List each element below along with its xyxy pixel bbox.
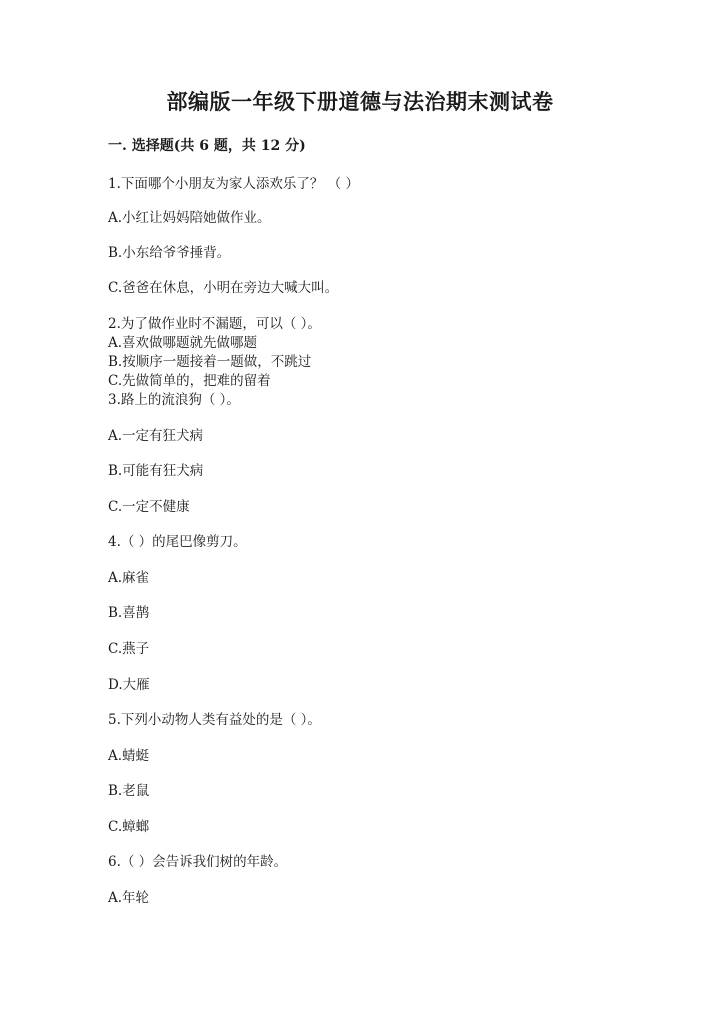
- question-6-stem: 6.（ ）会告诉我们树的年龄。: [108, 854, 288, 870]
- question-6-option-a: A.年轮: [108, 890, 150, 906]
- question-5-option-b: B.老鼠: [108, 783, 150, 799]
- question-1-stem: 1.下面哪个小朋友为家人添欢乐了？ （ ）: [108, 176, 359, 192]
- question-4-option-c: C.燕子: [108, 641, 150, 657]
- question-5-option-c: C.蟑螂: [108, 819, 150, 835]
- question-5-stem: 5.下列小动物人类有益处的是（ ）。: [108, 712, 321, 728]
- question-2-option-c: C.先做简单的，把难的留着: [108, 373, 271, 389]
- section-heading: 一. 选择题(共 6 题，共 12 分): [108, 138, 306, 154]
- question-1-option-b: B.小东给爷爷捶背。: [108, 245, 231, 261]
- question-4-option-d: D.大雁: [108, 677, 150, 693]
- question-2-option-b: B.按顺序一题接着一题做，不跳过: [108, 354, 312, 370]
- question-1-option-a: A.小红让妈妈陪她做作业。: [108, 210, 271, 226]
- question-5-option-a: A.蜻蜓: [108, 748, 150, 764]
- question-1-option-c: C.爸爸在休息，小明在旁边大喊大叫。: [108, 280, 339, 296]
- question-4-option-a: A.麻雀: [108, 570, 150, 586]
- question-3-option-b: B.可能有狂犬病: [108, 463, 204, 479]
- question-2-stem: 2.为了做作业时不漏题，可以（ ）。: [108, 316, 321, 332]
- question-3-option-c: C.一定不健康: [108, 499, 190, 515]
- question-3-stem: 3.路上的流浪狗（ ）。: [108, 392, 240, 408]
- question-4-stem: 4.（ ）的尾巴像剪刀。: [108, 534, 247, 550]
- question-3-option-a: A.一定有狂犬病: [108, 428, 204, 444]
- question-4-option-b: B.喜鹊: [108, 605, 150, 621]
- page-title: 部编版一年级下册道德与法治期末测试卷: [166, 89, 554, 114]
- question-2-option-a: A.喜欢做哪题就先做哪题: [108, 335, 258, 351]
